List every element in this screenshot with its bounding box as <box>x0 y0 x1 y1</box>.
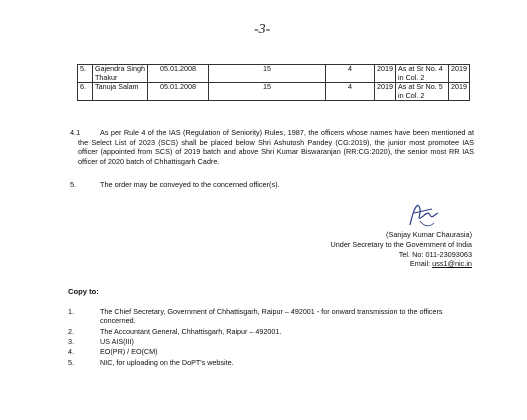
signatory-designation: Under Secretary to the Government of India <box>330 239 472 249</box>
cell-sno: 6. <box>78 83 93 101</box>
cell-col4: 15 <box>209 83 326 101</box>
page-number: -3- <box>254 22 271 37</box>
signatory-email-line <box>330 259 472 269</box>
cell-col5: 4 <box>326 65 375 83</box>
copy-item-text: NIC, for uploading on the DoPT's website. <box>100 358 234 367</box>
para-4-1-number: 4.1 <box>70 128 81 137</box>
para-5-text: The order may be conveyed to the concerned officer(s). <box>100 180 280 189</box>
signatory-tel: Tel. No: 011-23093063 <box>398 249 472 259</box>
cell-name: Gajendra Singh Thakur <box>93 65 148 83</box>
cell-col4: 15 <box>209 65 326 83</box>
cell-remark: As at Sr No. 5 in Col. 2 <box>396 83 449 101</box>
table-row <box>78 83 470 101</box>
signatory-name: (Sanjay Kumar Chaurasia) <box>386 230 472 239</box>
cell-year2: 2019 <box>449 83 470 101</box>
email-label: Email: <box>409 259 431 269</box>
cell-sno: 5. <box>78 65 93 83</box>
email-link[interactable]: uss1@nic.in <box>432 259 472 269</box>
copy-item-number: 2. <box>68 327 74 336</box>
copy-item-text: The Chief Secretary, Government of Chhattisgarh, Raipur – 492001 - for onward transmission to the officers concerned. <box>100 307 443 325</box>
copy-item-text: US AIS(III) <box>100 337 134 346</box>
signatory-block <box>330 230 472 269</box>
copy-to-heading: Copy to: <box>68 287 99 296</box>
seniority-table <box>77 64 470 101</box>
cell-year: 2019 <box>375 83 396 101</box>
signature-image <box>404 197 444 231</box>
copy-item-text: The Accountant General, Chhattisgarh, Raipur – 492001. <box>100 327 282 336</box>
copy-item-number: 1. <box>68 307 74 316</box>
cell-name: Tanuja Salam <box>93 83 148 101</box>
para-4-1-text: As per Rule 4 of the IAS (Regulation of Seniority) Rules, 1987, the officers whose names have been mentioned at the Select List of 2023 (SCS) shall be placed below Shri Ashutosh Pandey (CG:2019), the junior most promotee IAS officer (appointed from SCS) of 2019 batch and above Shri Kumar Biswaranjan (RR:CG:2020), the senior most RR IAS officer of 2020 batch of Chhattisgarh Cadre. <box>78 128 474 166</box>
cell-date: 05.01.2008 <box>148 65 209 83</box>
table-row <box>78 65 470 83</box>
cell-remark: As at Sr No. 4 in Col. 2 <box>396 65 449 83</box>
cell-year: 2019 <box>375 65 396 83</box>
copy-item-number: 4. <box>68 347 74 356</box>
copy-item-text: EO(PR) / EO(CM) <box>100 347 158 356</box>
cell-year2: 2019 <box>449 65 470 83</box>
copy-item-number: 5. <box>68 358 74 367</box>
cell-col5: 4 <box>326 83 375 101</box>
copy-item-number: 3. <box>68 337 74 346</box>
para-5-number: 5. <box>70 180 77 189</box>
cell-date: 05.01.2008 <box>148 83 209 101</box>
